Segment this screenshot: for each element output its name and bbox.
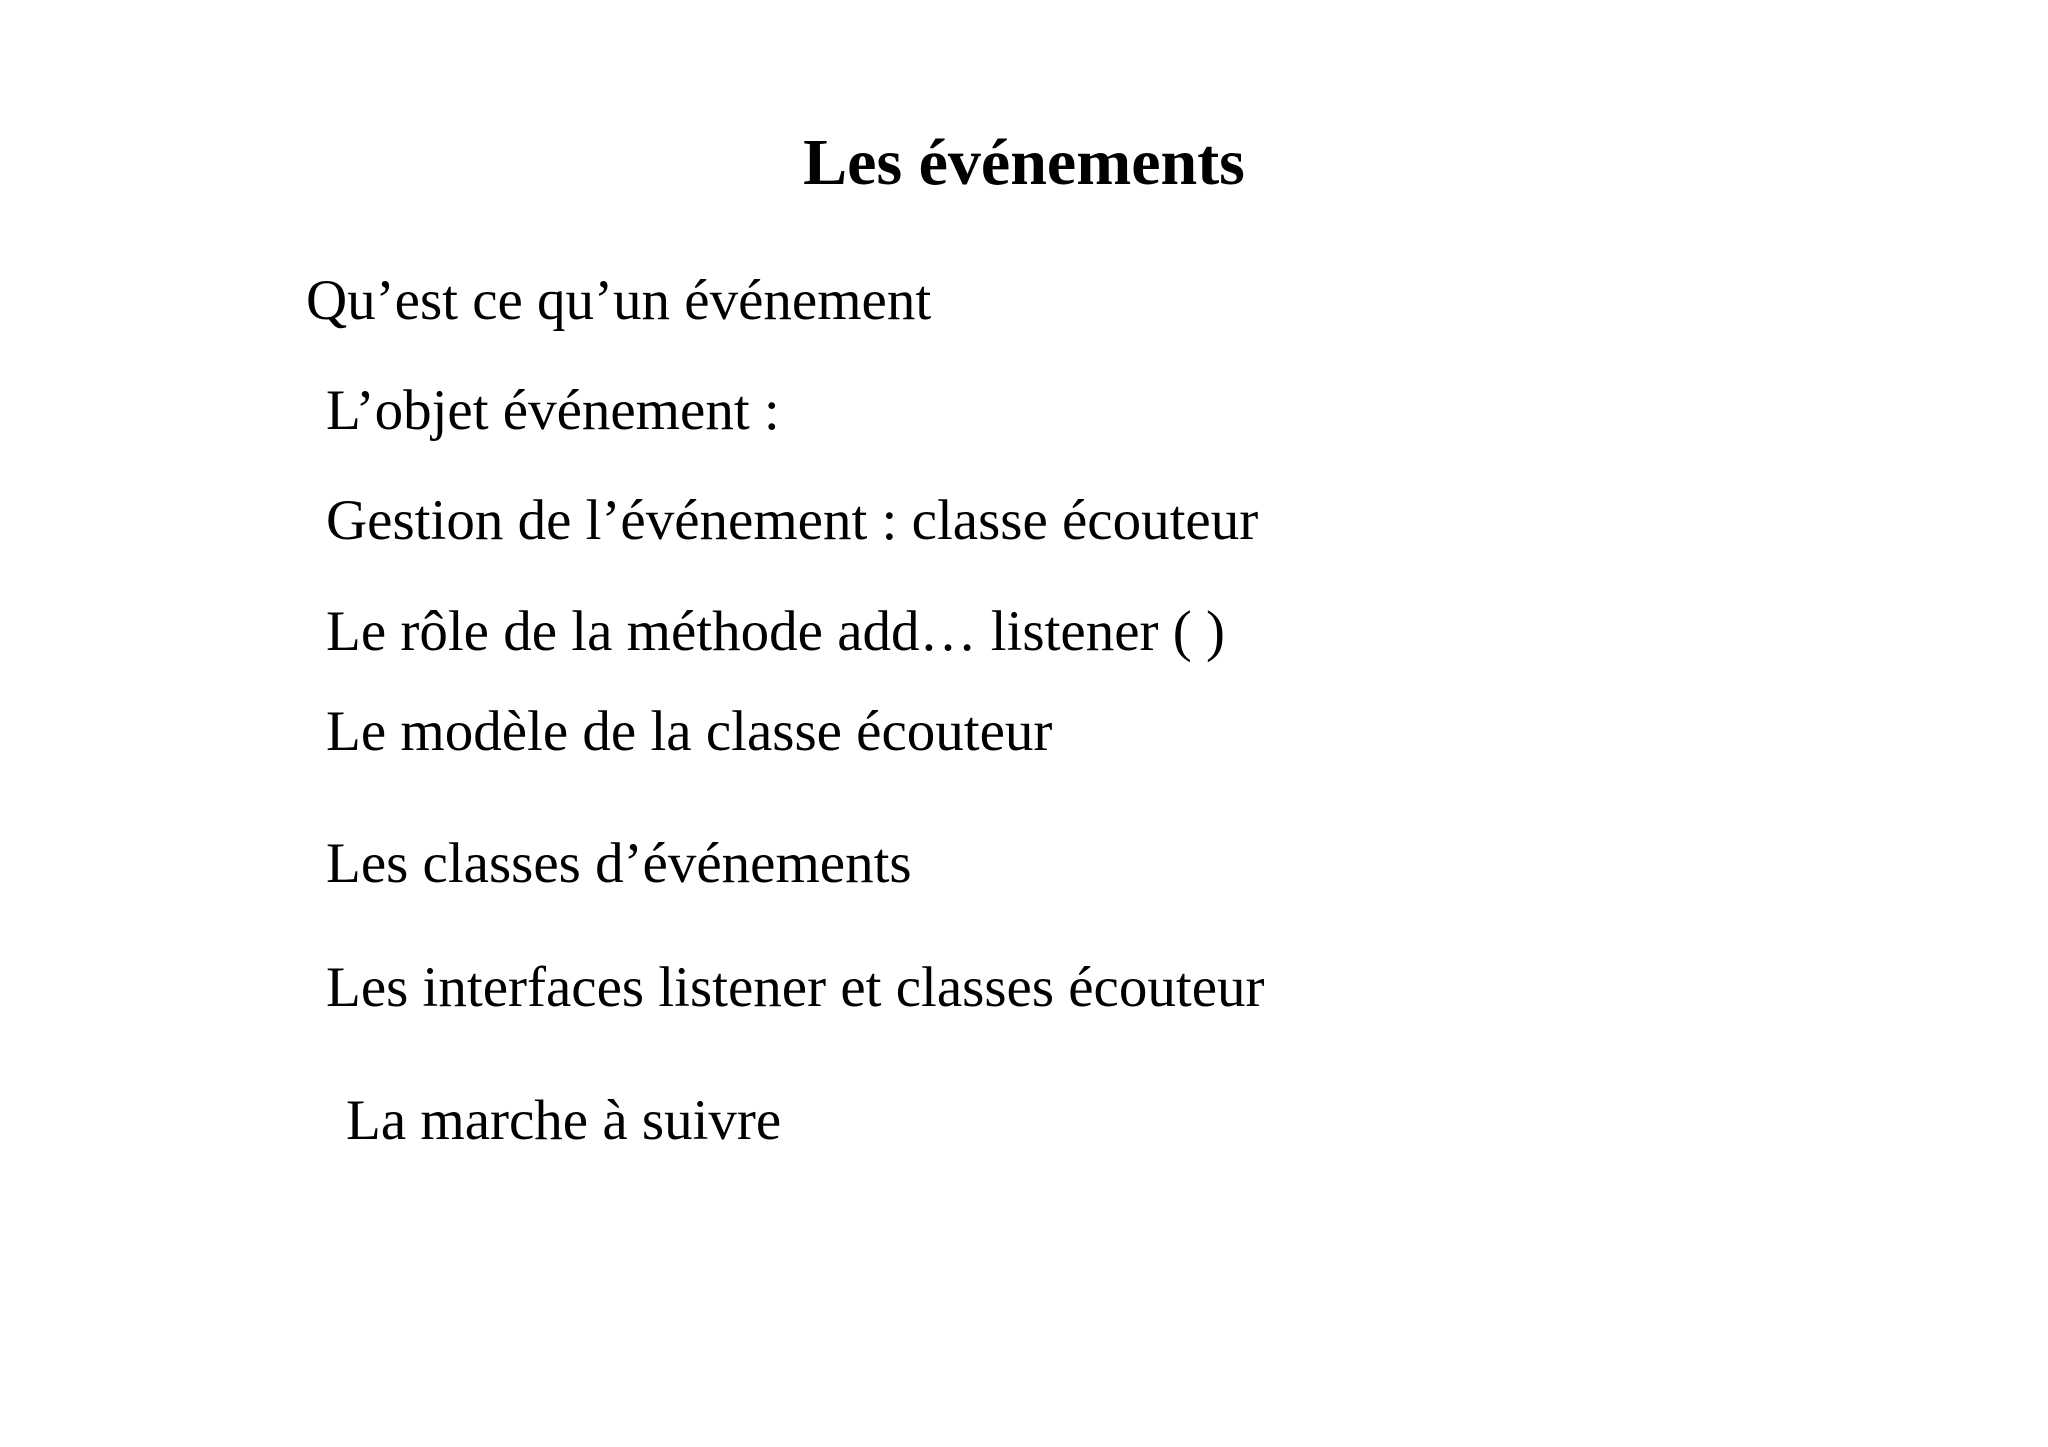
outline-item: L’objet événement : [326, 379, 780, 442]
outline-item: Le rôle de la méthode add… listener ( ) [326, 600, 1225, 663]
outline-item: Le modèle de la classe écouteur [326, 700, 1053, 763]
outline-item: Gestion de l’événement : classe écouteur [326, 489, 1259, 552]
outline-item: La marche à suivre [346, 1089, 782, 1152]
outline-item: Les interfaces listener et classes écouteur [326, 956, 1265, 1019]
outline-item: Les classes d’événements [326, 832, 912, 895]
slide-title: Les événements [803, 126, 1245, 199]
outline-item: Qu’est ce qu’un événement [306, 269, 932, 332]
